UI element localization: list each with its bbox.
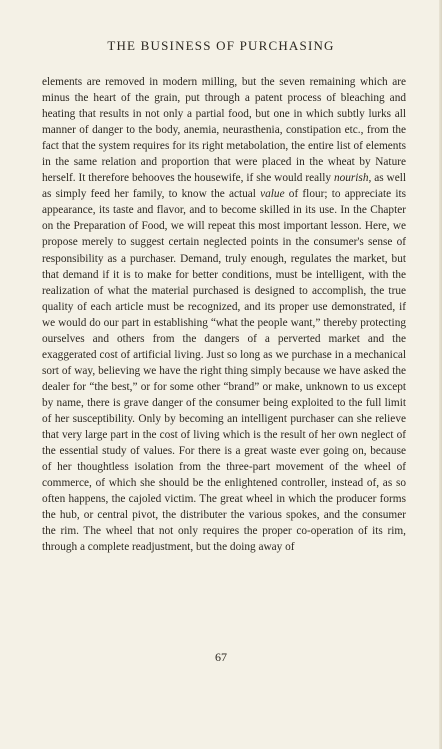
paragraph-text-part-3: of flour; to appreciate its appearance, its taste and flavor, and to become skilled in its use. In the Chapter on the Preparation of Food, we will repeat this most important lesson. Here, we propose merely to suggest certain neglected points in the consumer's sense of responsibility as a purchaser. Demand, truly enough, regulates the market, but that demand if it is to make for better conditions, must be intelligent, with the realization of what the material purchased is designed to accomplish, the true quality of each article must be recognized, and its proper use demonstrated, if we would do our part in establishing “what the people want,” thereby protecting ourselves and others from the dangers of a perverted market and the exaggerated cost of artificial living. Just so long as we purchase in a mechanical sort of way, believing we have the right thing simply because we have asked the dealer for “the best,” or for some other “brand” or make, unknown to us except by name, there is grave danger of the consumer being exploited to the full limit of her susceptibility. Only by becoming an intelligent purchaser can she relieve that very large part in the cost of living which is the result of her own neglect of the essential study of values. For there is a great waste ever going on, because of her thoughtless isolation from the three-part movement of the wheel of commerce, of which she should be the enlightened controller, instead of, as so often happens, the cajoled victim. The great wheel in which the producer forms the hub, or central pivot, the distributer the various spokes, and the consumer the rim. The wheel that not only requires the proper co-operation of its rim, through a complete readjustment, but the doing away of: [42, 188, 406, 554]
paragraph-text-part-1: elements are removed in modern milling, but the seven remaining which are minus the heart of the grain, put through a patent process of bleaching and heating that results in not only a partial food, but one in which subtly lurks all manner of danger to the body, anemia, neurasthenia, constipation etc., from the fact that the system requires for its right metabolation, the entire list of elements in the same relation and proportion that were placed in the wheat by Nature herself. It therefore behooves the housewife, if she would really: [42, 76, 406, 185]
paragraph-text-part-2: as well as simply feed her family, to know the actual: [42, 172, 406, 201]
emphasis-nourish: nourish,: [333, 172, 372, 185]
page-number: 67: [215, 650, 227, 664]
emphasis-value: value: [260, 188, 285, 201]
running-head: THE BUSINESS OF PURCHASING: [107, 38, 335, 53]
body-paragraph: [42, 74, 406, 555]
